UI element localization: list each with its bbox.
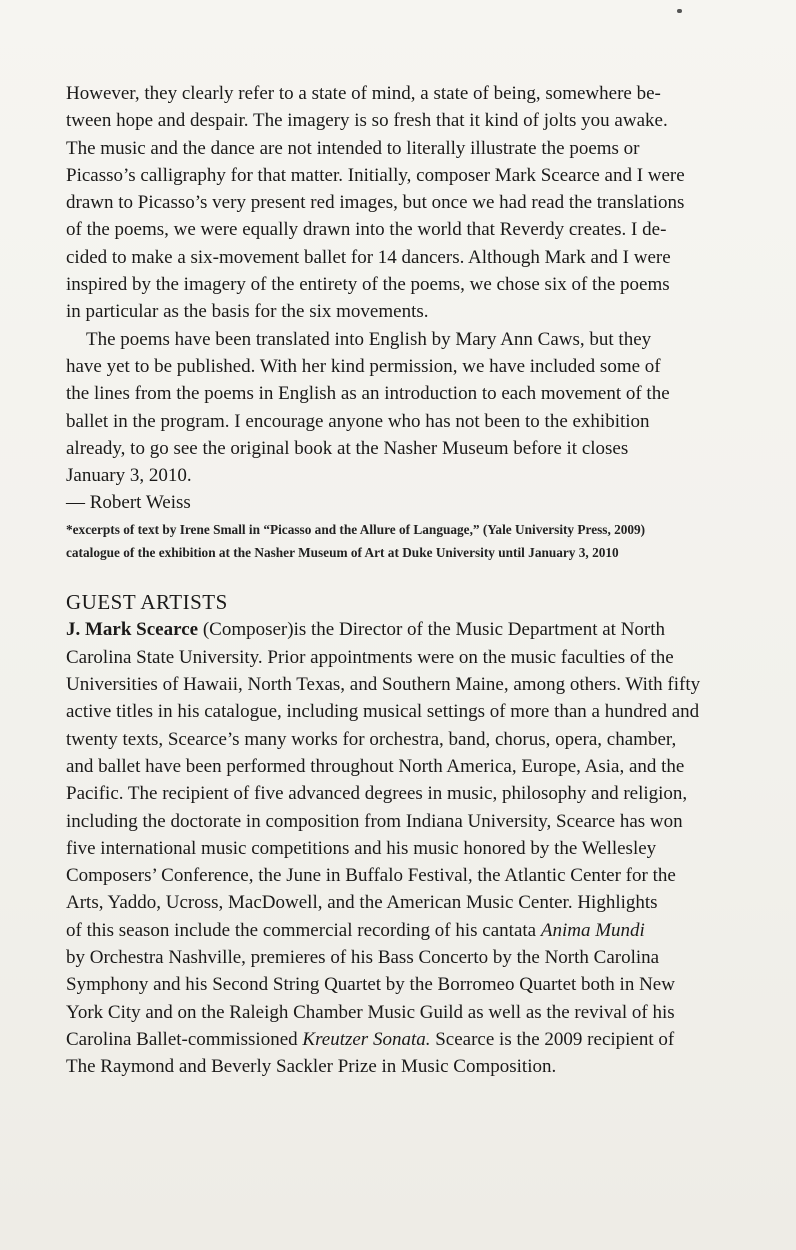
author-signature: — Robert Weiss	[66, 492, 191, 514]
text-line: Arts, Yaddo, Ucross, MacDowell, and the American Music Center. Highlights	[66, 892, 658, 914]
text-line: active titles in his catalogue, including musical settings of more than a hundred and	[66, 701, 700, 723]
text-line: The poems have been translated into English by Mary Ann Caws, but they	[86, 328, 652, 350]
intro-paragraph-1	[66, 80, 736, 326]
text-line: the lines from the poems in English as an introduction to each movement of the	[66, 383, 670, 405]
text-line: However, they clearly refer to a state of mind, a state of being, somewhere be-	[66, 83, 661, 104]
page-content	[66, 80, 736, 1081]
text-line: Composers’ Conference, the June in Buffalo Festival, the Atlantic Center for the	[66, 865, 676, 887]
text-line: Universities of Hawaii, North Texas, and Southern Maine, among others. With fifty	[66, 674, 701, 696]
work-title-anima-mundi: Anima Mundi	[540, 919, 645, 941]
footnote	[66, 518, 736, 564]
composer-bio	[66, 616, 736, 1080]
text-line: five international music competitions and his music honored by the Wellesley	[66, 837, 657, 859]
anima-line-pre: of this season include the commercial recording of his cantata	[66, 919, 541, 941]
kreutzer-line-post: Scearce is the 2009 recipient of	[430, 1028, 675, 1050]
composer-name: J. Mark Scearce	[66, 619, 199, 641]
text-line: inspired by the imagery of the entirety of the poems, we chose six of the poems	[66, 274, 670, 296]
text-line: tween hope and despair. The imagery is so fresh that it kind of jolts you awake.	[66, 110, 668, 132]
intro-paragraph-2	[66, 326, 736, 490]
text-line: Carolina State University. Prior appointments were on the music faculties of the	[66, 646, 674, 668]
text-line: York City and on the Raleigh Chamber Music Guild as well as the revival of his	[66, 1001, 675, 1023]
text-line: The Raymond and Beverly Sackler Prize in Music Composition.	[66, 1056, 557, 1078]
text-line: Symphony and his Second String Quartet by the Borromeo Quartet both in New	[66, 974, 675, 996]
text-line: twenty texts, Scearce’s many works for orchestra, band, chorus, opera, chamber,	[66, 728, 677, 750]
section-heading-guest-artists: GUEST ARTISTS	[66, 590, 228, 615]
text-line: and ballet have been performed throughout North America, Europe, Asia, and the	[66, 755, 685, 777]
text-line: in particular as the basis for the six movements.	[66, 301, 429, 323]
text-line: cided to make a six-movement ballet for 14 dancers. Although Mark and I were	[66, 246, 671, 268]
text-line: Pacific. The recipient of five advanced degrees in music, philosophy and religion,	[66, 783, 688, 805]
bio-first-line-rest: (Composer)is the Director of the Music Department at North	[198, 619, 666, 641]
kreutzer-line-pre: Carolina Ballet-commissioned	[66, 1028, 303, 1050]
text-line: January 3, 2010.	[66, 465, 192, 487]
text-line	[66, 616, 736, 643]
text-line: including the doctorate in composition from Indiana University, Scearce has won	[66, 810, 683, 832]
footnote-line: *excerpts of text by Irene Small in “Picasso and the Allure of Language,” (Yale University Press, 2009)	[66, 522, 646, 538]
text-line: by Orchestra Nashville, premieres of his Bass Concerto by the North Carolina	[66, 947, 660, 969]
text-line: of the poems, we were equally drawn into the world that Reverdy creates. I de-	[66, 219, 667, 241]
text-line: Picasso’s calligraphy for that matter. Initially, composer Mark Scearce and I were	[66, 164, 685, 186]
text-line: The music and the dance are not intended to literally illustrate the poems or	[66, 137, 640, 159]
text-line: have yet to be published. With her kind permission, we have included some of	[66, 355, 661, 377]
text-line	[66, 917, 736, 944]
work-title-kreutzer-sonata: Kreutzer Sonata.	[302, 1028, 431, 1050]
print-speck	[677, 9, 682, 13]
text-line: ballet in the program. I encourage anyone who has not been to the exhibition	[66, 410, 650, 432]
text-line	[66, 1026, 736, 1053]
text-line: already, to go see the original book at the Nasher Museum before it closes	[66, 437, 629, 459]
text-line: drawn to Picasso’s very present red images, but once we had read the translations	[66, 192, 685, 214]
footnote-line: catalogue of the exhibition at the Nasher Museum of Art at Duke University until January 3, 2010	[66, 545, 619, 561]
